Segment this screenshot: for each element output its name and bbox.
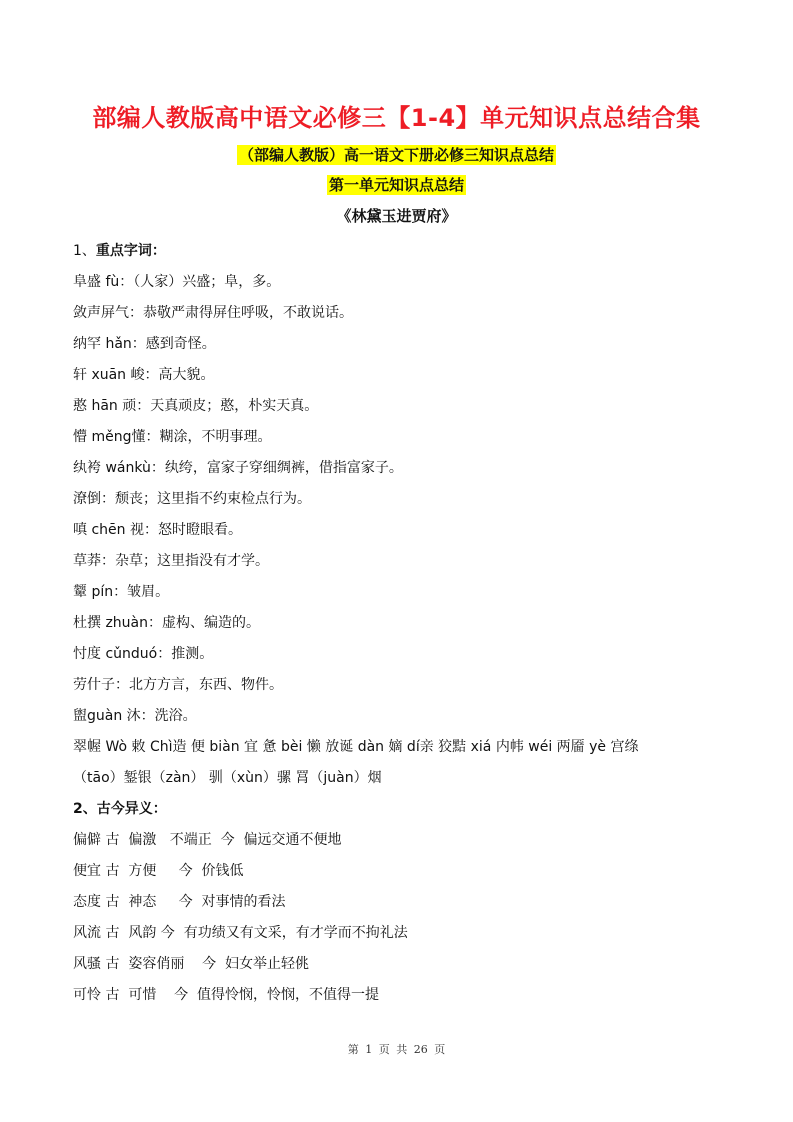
- meaning-item: 风流 古 风韵 今 有功绩又有文采，有才学而不拘礼法: [73, 925, 408, 941]
- unit-title-line: [0, 173, 793, 197]
- page-number-footer: 第 1 页 共 26 页: [347, 1043, 446, 1056]
- section-heading-key-words: [73, 236, 753, 267]
- pinyin-list-line: （tāo）錾银（zàn） 驯（xùn）骡 罥（juàn）烟: [73, 770, 382, 786]
- vocab-item: 轩 xuān 峻：高大貌。: [73, 367, 215, 383]
- section-heading-text: 古今异义：: [96, 801, 167, 817]
- pinyin-list-line: 翠幄 Wò 敕 Chì造 便 biàn 宜 惫 bèi 懒 放诞 dàn 嫡 dí亲 狡黠 xiá 内帏 wéi 两靥 yè 宫绦: [73, 739, 639, 755]
- vocab-item: 盥guàn 沐：洗浴。: [73, 708, 197, 724]
- section-heading-text: 重点字词：: [95, 243, 166, 259]
- document-body: [73, 236, 753, 1011]
- vocab-item: 潦倒：颓丧；这里指不约束检点行为。: [73, 491, 311, 507]
- meaning-item: 风骚 古 姿容俏丽 今 妇女举止轻佻: [73, 956, 310, 972]
- vocab-item: 懵 měng懂：糊涂，不明事理。: [73, 429, 272, 445]
- subtitle-highlight: （部编人教版）高一语文下册必修三知识点总结: [238, 146, 554, 164]
- meaning-item: 态度 古 神态 今 对事情的看法: [73, 894, 286, 910]
- vocab-item: 纨袴 wánkù：纨绔，富家子穿细绸裤，借指富家子。: [73, 460, 403, 476]
- document-title: 部编人教版高中语文必修三【1-4】单元知识点总结合集: [92, 104, 701, 132]
- meaning-item: 可怜 古 可惜 今 值得怜悯，怜悯，不值得一提: [73, 987, 380, 1003]
- section-number: 1、: [73, 243, 96, 259]
- meaning-item: 偏僻 古 偏激 不端正 今 偏远交通不便地: [73, 832, 342, 848]
- vocab-item: 敛声屏气：恭敬严肃得屏住呼吸，不敢说话。: [73, 305, 353, 321]
- vocab-item: 忖度 cǔnduó：推测。: [73, 646, 214, 662]
- meaning-item: 便宜 古 方便 今 价钱低: [73, 863, 244, 879]
- section-heading-ancient-modern: [73, 794, 753, 825]
- subtitle-line: [0, 143, 793, 167]
- lesson-title: 《林黛玉进贾府》: [336, 207, 457, 225]
- vocab-item: 杜撰 zhuàn：虚构、编造的。: [73, 615, 260, 631]
- vocab-item: 劳什子：北方方言，东西、物件。: [73, 677, 283, 693]
- vocab-item: 憨 hān 顽：天真顽皮；憨，朴实天真。: [73, 398, 319, 414]
- vocab-item: 阜盛 fù：（人家）兴盛；阜，多。: [73, 274, 281, 290]
- vocab-item: 草莽：杂草；这里指没有才学。: [73, 553, 269, 569]
- vocab-item: 纳罕 hǎn：感到奇怪。: [73, 336, 216, 352]
- unit-title-highlight: 第一单元知识点总结: [328, 176, 464, 194]
- vocab-item: 颦 pín：皱眉。: [73, 584, 170, 600]
- vocab-item: 嗔 chēn 视：怒时瞪眼看。: [73, 522, 242, 538]
- section-number: 2、: [73, 801, 97, 817]
